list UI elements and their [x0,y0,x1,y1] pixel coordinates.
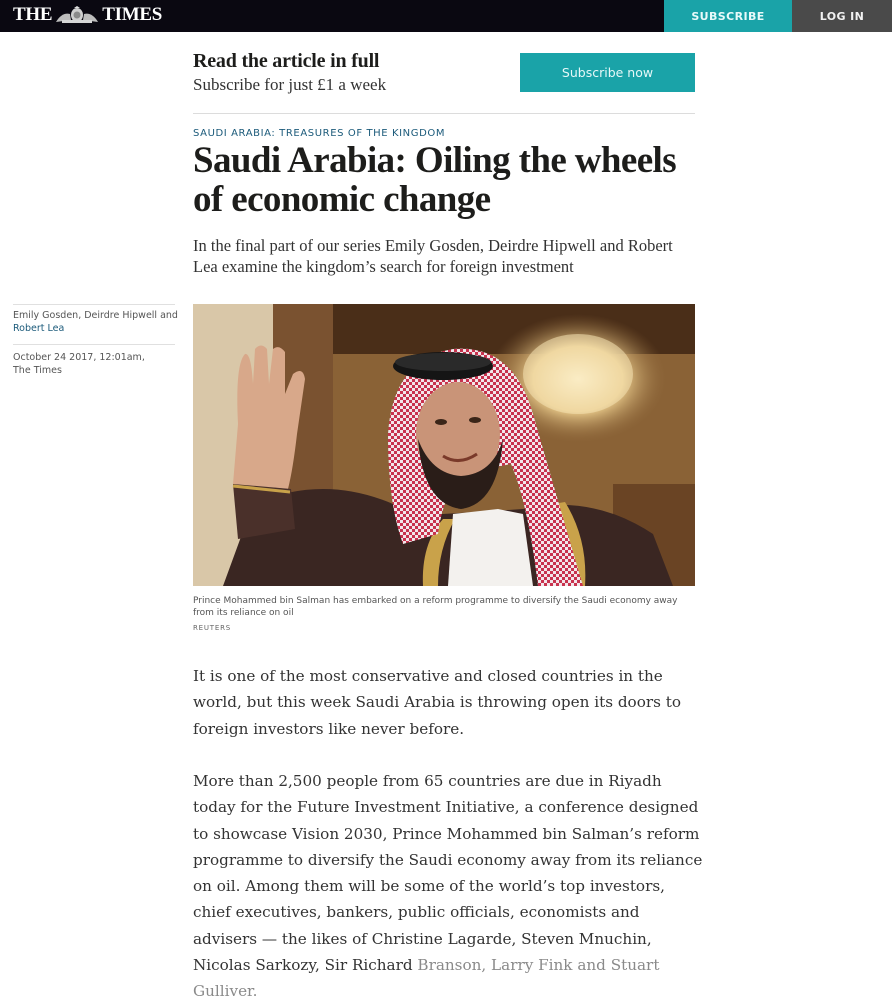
the-times-logo[interactable] [13,4,162,26]
paragraph-2-faded-tail: Branson, Larry Fink and Stuart Gulliver. [193,956,660,1000]
article-paragraph-2 [193,768,703,1000]
image-credit: REUTERS [193,624,232,632]
lead-image [193,304,695,586]
image-caption: Prince Mohammed bin Salman has embarked on a reform programme to diversify the Saudi economy away from its reliance on oil [193,596,678,618]
divider [193,113,695,114]
byline [13,309,178,335]
divider [13,304,175,305]
article-kicker[interactable]: SAUDI ARABIA: TREASURES OF THE KINGDOM [193,128,446,139]
article-standfirst: In the final part of our series Emily Gosden, Deirdre Hipwell and Robert Lea examine the kingdom’s search for foreign investment [193,236,673,276]
article-headline: Saudi Arabia: Oiling the wheels of economic change [193,140,677,220]
publication-name: The Times [13,365,62,376]
subscribe-button[interactable]: SUBSCRIBE [664,0,792,32]
publish-date: October 24 2017, 12:01am, [13,352,145,363]
paywall-subtitle: Subscribe for just £1 a week [193,75,387,94]
byline-authors: Emily Gosden, Deirdre Hipwell and [13,310,178,321]
article-paragraph-1: It is one of the most conservative and closed countries in the world, but this week Saudi Arabia is throwing open its doors to foreign investors like never before. [193,667,681,738]
logo-text-the: THE [13,4,53,25]
logo-text-times: TIMES [102,4,162,25]
royal-crest-icon [54,6,100,24]
login-button[interactable]: LOG IN [792,0,892,32]
author-link-robert-lea[interactable]: Robert Lea [13,323,65,334]
paywall-title: Read the article in full [193,50,380,72]
subscribe-now-button[interactable]: Subscribe now [520,53,695,92]
dateline [13,351,178,377]
divider [13,344,175,345]
paragraph-2-text: More than 2,500 people from 65 countries are due in Riyadh today for the Future Investment Initiative, a conference designed to showcase Vision 2030, Prince Mohammed bin Salman’s reform programme to diversify the Saudi economy away from its reliance on oil. Among them will be some of the world’s top investors, chief executives, bankers, public officials, economists and advisers — the likes of Christine Lagarde, Steven Mnuchin, Nicolas Sarkozy, Sir Richard [193,772,703,975]
top-navigation-bar [0,0,892,32]
